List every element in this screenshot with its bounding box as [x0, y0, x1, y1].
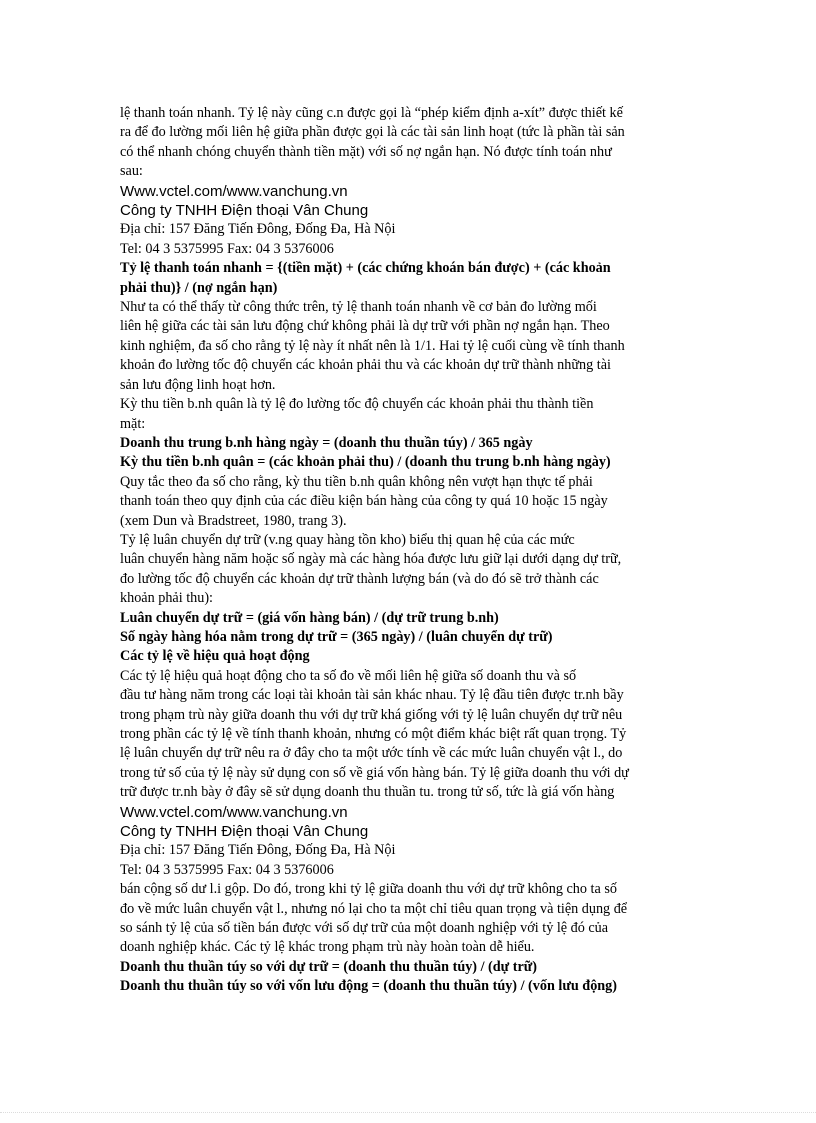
body-text-line: trong tử số của tỷ lệ này sử dụng con số về giá vốn hàng bán. Tỷ lệ giữa doanh thu với dự — [120, 764, 629, 781]
body-text-line: đầu tư hàng năm trong các loại tài khoản tài sản khác nhau. Tỷ lệ đầu tiên được tr.nh bầy — [120, 687, 624, 704]
body-text-line: (xem Dun và Bradstreet, 1980, trang 3). — [120, 512, 347, 529]
body-text-line: Quy tắc theo đa số cho rằng, kỳ thu tiền b.nh quân không nên vượt hạn thực tế phải — [120, 473, 593, 490]
body-text-line: lệ luân chuyển dự trữ nêu ra ở đây cho ta một ước tính về các mức luân chuyển vật l., do — [120, 745, 623, 762]
body-text-line: mặt: — [120, 415, 146, 432]
body-text-line: so sánh tỷ lệ của số tiền bán được với số dự trữ của một doanh nghiệp với tỷ lệ đó của — [120, 920, 609, 937]
formula-sales-to-inventory: Doanh thu thuần túy so với dự trữ = (doanh thu thuần túy) / (dự trữ) — [120, 958, 537, 975]
body-text-line: Các tỷ lệ hiệu quả hoạt động cho ta số đo về mối liên hệ giữa số doanh thu và số — [120, 667, 577, 684]
formula-quick-ratio-cont: phải thu)} / (nợ ngắn hạn) — [120, 279, 278, 296]
body-text-line: trong phần các tỷ lệ về tính thanh khoản, nhưng có một điểm khác biệt rất quan trọng. Tỷ — [120, 726, 627, 742]
body-text-line: đo lường tốc độ chuyển các khoản dự trữ thành lượng bán (và do đó sẽ trở thành các — [120, 570, 599, 587]
formula-sales-to-working-capital: Doanh thu thuần túy so với vốn lưu động = (doanh thu thuần túy) / (vốn lưu động) — [120, 978, 617, 995]
body-text-line: sản lưu động linh hoạt hơn. — [120, 376, 276, 393]
body-text-line: sau: — [120, 163, 143, 180]
company-website: Www.vctel.com/www.vanchung.vn — [120, 182, 348, 200]
page-bottom-border — [0, 1112, 816, 1113]
body-text-line: khoản phải thu): — [120, 590, 213, 607]
section-heading: Các tỷ lệ về hiệu quả hoạt động — [120, 648, 310, 665]
body-text-line: đo về mức luân chuyển vật l., nhưng nó lại cho ta một chỉ tiêu quan trọng và tiện dụng để — [120, 900, 628, 917]
formula-average-collection-period: Kỳ thu tiền b.nh quân = (các khoản phải thu) / (doanh thu trung b.nh hàng ngày) — [120, 454, 611, 471]
formula-average-daily-sales: Doanh thu trung b.nh hàng ngày = (doanh thu thuần túy) / 365 ngày — [120, 434, 533, 451]
formula-quick-ratio: Tỷ lệ thanh toán nhanh = {(tiền mặt) + (các chứng khoán bán được) + (các khoản — [120, 260, 611, 277]
body-text-line: có thể nhanh chóng chuyển thành tiền mặt) với số nợ ngắn hạn. Nó được tính toán như — [120, 143, 612, 160]
company-name: Công ty TNHH Điện thoại Vân Chung — [120, 823, 369, 841]
company-phone-fax: Tel: 04 3 5375995 Fax: 04 3 5376006 — [120, 240, 334, 257]
body-text-line: kinh nghiệm, đa số cho rằng tỷ lệ này ít nhất nên là 1/1. Hai tỷ lệ cuối cùng về tính thanh — [120, 337, 625, 354]
body-text-line: Tỷ lệ luân chuyển dự trữ (v.ng quay hàng tồn kho) biểu thị quan hệ của các mức — [120, 531, 575, 548]
company-website: Www.vctel.com/www.vanchung.vn — [120, 803, 348, 821]
body-text-line: lệ thanh toán nhanh. Tỷ lệ này cũng c.n được gọi là “phép kiểm định a-xít” được thiết kế — [120, 105, 623, 121]
body-text-line: bán cộng số dư l.i gộp. Do đó, trong khi tỷ lệ giữa doanh thu với dự trữ không cho ta số — [120, 881, 617, 898]
document-body — [120, 104, 690, 997]
body-text-line: thanh toán theo quy định của các điều kiện bán hàng của công ty quá 10 hoặc 15 ngày — [120, 493, 608, 510]
body-text-line: Như ta có thể thấy từ công thức trên, tỷ lệ thanh toán nhanh về cơ bản đo lường mối — [120, 299, 597, 316]
formula-inventory-turnover: Luân chuyển dự trữ = (giá vốn hàng bán) / (dự trữ trung b.nh) — [120, 609, 499, 626]
company-phone-fax: Tel: 04 3 5375995 Fax: 04 3 5376006 — [120, 861, 334, 878]
body-text-line: trong phạm trù này giữa doanh thu với dự trữ khá giống với tỷ lệ luân chuyển dự trữ nêu — [120, 706, 623, 723]
body-text-line: khoản đo lường tốc độ chuyển các khoản phải thu và các khoản dự trữ thành những tài — [120, 357, 611, 374]
company-address: Địa chỉ: 157 Đăng Tiến Đông, Đống Đa, Hà Nội — [120, 221, 396, 238]
body-text-line: Kỳ thu tiền b.nh quân là tỷ lệ đo lường tốc độ chuyển các khoản phải thu thành tiền — [120, 396, 594, 413]
body-text-line: liên hệ giữa các tài sản lưu động chứ không phải là dự trữ với phần nợ ngắn hạn. Theo — [120, 318, 610, 335]
company-address: Địa chỉ: 157 Đăng Tiến Đông, Đống Đa, Hà Nội — [120, 842, 396, 859]
company-name: Công ty TNHH Điện thoại Vân Chung — [120, 202, 369, 220]
body-text-line: doanh nghiệp khác. Các tỷ lệ khác trong phạm trù này hoàn toàn dễ hiểu. — [120, 939, 535, 956]
body-text-line: luân chuyển hàng năm hoặc số ngày mà các hàng hóa được lưu giữ lại dưới dạng dự trữ, — [120, 551, 622, 568]
body-text-line: ra để đo lường mối liên hệ giữa phần được gọi là các tài sản linh hoạt (tức là phần tài sản — [120, 124, 625, 141]
body-text-line: trữ được tr.nh bày ở đây sẽ sử dụng doanh thu thuần tu. trong tử số, tức là giá vốn hàng — [120, 784, 615, 801]
formula-days-in-inventory: Số ngày hàng hóa nằm trong dự trữ = (365 ngày) / (luân chuyển dự trữ) — [120, 628, 553, 645]
